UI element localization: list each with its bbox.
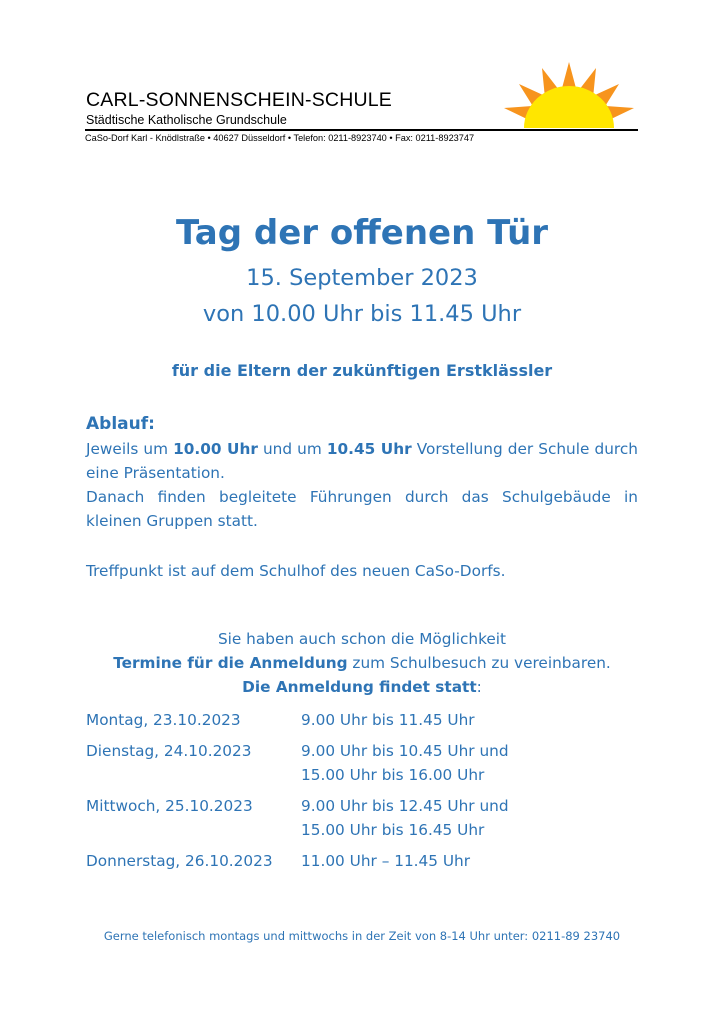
school-name: CARL-SONNENSCHEIN-SCHULE xyxy=(86,89,393,111)
schedule-day: Montag, 23.10.2023 xyxy=(86,711,241,729)
anmeldung-appointments: Termine für die Anmeldung zum Schulbesuch zu vereinbaren. xyxy=(113,654,611,672)
schedule-day: Dienstag, 24.10.2023 xyxy=(86,742,252,760)
schedule-time: 9.00 Uhr bis 10.45 Uhr und xyxy=(301,742,509,760)
ablauf-paragraph-2: Danach finden begleitete Führungen durch das Schulgebäude in kleinen Gruppen statt. xyxy=(86,488,638,530)
schedule-time: 15.00 Uhr bis 16.45 Uhr xyxy=(301,821,485,839)
sun-logo-icon xyxy=(502,62,636,128)
event-date: 15. September 2023 xyxy=(246,265,478,291)
event-audience: für die Eltern der zukünftigen Erstklässler xyxy=(171,361,553,380)
ablauf-heading: Ablauf: xyxy=(86,414,155,434)
footer-phone-note: Gerne telefonisch montags und mittwochs in der Zeit von 8-14 Uhr unter: 0211-89 23740 xyxy=(103,929,621,943)
anmeldung-intro: Sie haben auch schon die Möglichkeit xyxy=(217,630,507,648)
schedule-day: Donnerstag, 26.10.2023 xyxy=(86,852,273,870)
meeting-point: Treffpunkt ist auf dem Schulhof des neuen CaSo-Dorfs. xyxy=(86,562,506,580)
ablauf-paragraph-1: Jeweils um 10.00 Uhr und um 10.45 Uhr Vorstellung der Schule durch eine Präsentation. xyxy=(86,440,638,482)
anmeldung-heading: Die Anmeldung findet statt: xyxy=(242,678,482,696)
event-time: von 10.00 Uhr bis 11.45 Uhr xyxy=(202,301,522,327)
letterhead-divider xyxy=(85,129,638,131)
schedule-time: 9.00 Uhr bis 11.45 Uhr xyxy=(301,711,475,729)
schedule-time: 11.00 Uhr – 11.45 Uhr xyxy=(301,852,471,870)
schedule-day: Mittwoch, 25.10.2023 xyxy=(86,797,253,815)
school-type: Städtische Katholische Grundschule xyxy=(86,113,287,127)
schedule-time: 9.00 Uhr bis 12.45 Uhr und xyxy=(301,797,509,815)
contact-line: CaSo-Dorf Karl - Knödlstraße • 40627 Düsseldorf • Telefon: 0211-8923740 • Fax: 0211-8923747 xyxy=(85,133,475,143)
schedule-time: 15.00 Uhr bis 16.00 Uhr xyxy=(301,766,485,784)
event-title: Tag der offenen Tür xyxy=(175,213,549,253)
